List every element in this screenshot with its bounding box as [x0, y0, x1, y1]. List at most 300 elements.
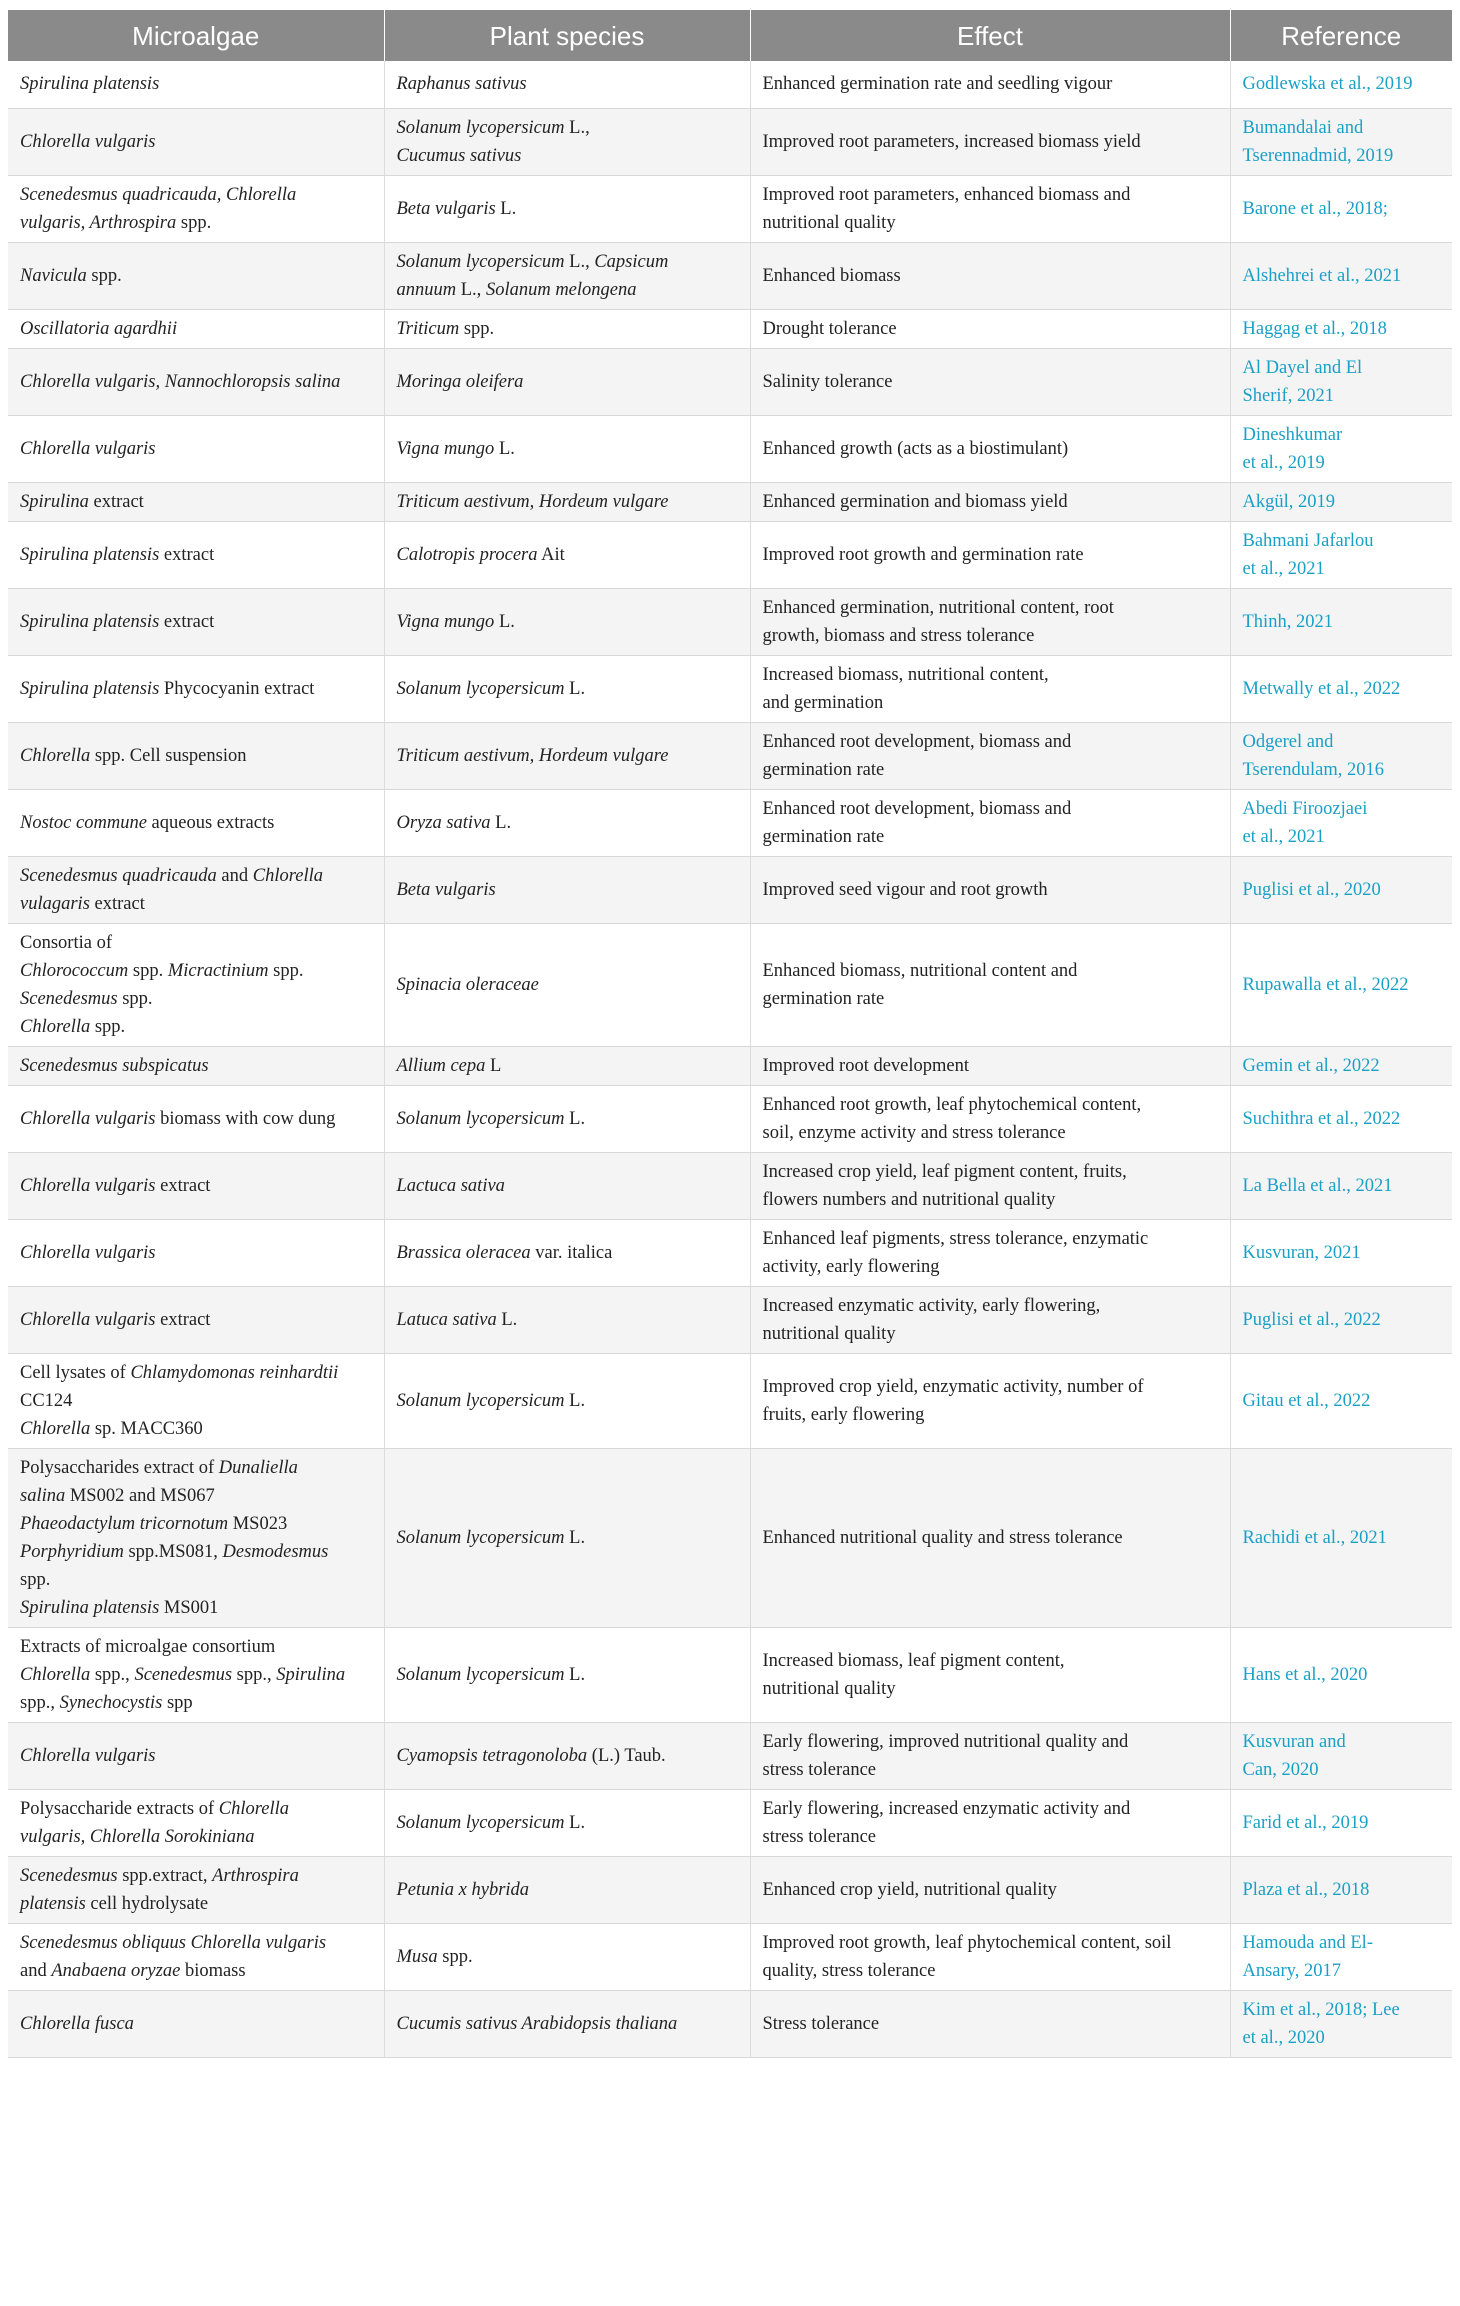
- microalgae-cell-line: [20, 1538, 372, 1566]
- plant-species-cell-line: [397, 608, 738, 636]
- plant-species-cell: [384, 722, 750, 789]
- text-segment: spp.: [86, 265, 122, 286]
- italic-text: Solanum lycopersicum: [396, 117, 565, 138]
- italic-text: Beta vulgaris: [396, 879, 496, 900]
- plant-species-cell-line: [397, 1943, 738, 1971]
- table-row: [8, 1923, 1452, 1990]
- reference-link[interactable]: [1230, 1046, 1452, 1085]
- reference-link-line[interactable]: Suchithra et al., 2022: [1242, 1108, 1401, 1129]
- italic-text: Spirulina: [276, 1664, 346, 1685]
- italic-text: Solanum lycopersicum: [396, 678, 565, 699]
- reference-link-line[interactable]: Barone et al., 2018;: [1242, 198, 1388, 219]
- microalgae-cell-line: [20, 181, 372, 209]
- italic-text: Chlorella: [20, 1418, 91, 1439]
- italic-text: Moringa oleifera: [396, 371, 524, 392]
- plant-species-cell: [384, 1856, 750, 1923]
- table-body: [8, 61, 1452, 2057]
- text-segment: spp.extract,: [117, 1865, 213, 1886]
- plant-species-cell: [384, 108, 750, 175]
- microalgae-cell: [8, 482, 384, 521]
- reference-link-line[interactable]: et al., 2019: [1242, 452, 1325, 473]
- reference-link-line[interactable]: et al., 2021: [1242, 826, 1325, 847]
- effect-cell: [750, 1152, 1230, 1219]
- effect-cell-line: quality, stress tolerance: [762, 1960, 936, 1981]
- text-segment: spp.: [268, 960, 304, 981]
- effect-cell-line: Increased crop yield, leaf pigment content, fruits,: [762, 1161, 1127, 1182]
- reference-link-line[interactable]: Puglisi et al., 2020: [1242, 879, 1381, 900]
- effect-cell-line: Salinity tolerance: [762, 371, 893, 392]
- plant-species-cell: [384, 1448, 750, 1627]
- effect-cell-line: Enhanced germination rate and seedling vigour: [762, 74, 1113, 95]
- plant-species-cell-line: [397, 1172, 738, 1200]
- effect-cell: [750, 61, 1230, 108]
- table-row: [8, 1627, 1452, 1722]
- reference-link-line[interactable]: Akgül, 2019: [1242, 491, 1335, 512]
- italic-text: vulagaris: [20, 893, 90, 914]
- reference-link-line[interactable]: Kusvuran and: [1242, 1731, 1346, 1752]
- italic-text: Porphyridium: [20, 1541, 124, 1562]
- italic-text: Spirulina platensis: [20, 678, 160, 699]
- effect-cell-line: Enhanced leaf pigments, stress tolerance, enzymatic: [762, 1228, 1149, 1249]
- reference-link-line[interactable]: Haggag et al., 2018: [1242, 318, 1387, 339]
- plant-species-cell-line: [397, 1661, 738, 1689]
- text-segment: MS001: [159, 1597, 219, 1618]
- microalgae-cell-line: [20, 128, 372, 156]
- plant-species-cell-line: [397, 114, 738, 142]
- reference-link[interactable]: [1230, 1286, 1452, 1353]
- reference-link-line[interactable]: Can, 2020: [1242, 1759, 1319, 1780]
- italic-text: Spirulina platensis: [20, 1597, 160, 1618]
- reference-link[interactable]: [1230, 61, 1452, 108]
- reference-link[interactable]: [1230, 1152, 1452, 1219]
- microalgae-cell: [8, 1856, 384, 1923]
- reference-link-line[interactable]: Bumandalai and: [1242, 117, 1364, 138]
- italic-text: Capsicum: [594, 251, 669, 272]
- text-segment: Extracts of microalgae consortium: [20, 1636, 276, 1657]
- effect-cell-line: germination rate: [762, 759, 885, 780]
- reference-link[interactable]: [1230, 655, 1452, 722]
- microalgae-cell-line: [20, 1482, 372, 1510]
- microalgae-cell: [8, 415, 384, 482]
- microalgae-cell: [8, 722, 384, 789]
- text-segment: Polysaccharides extract of: [20, 1457, 219, 1478]
- plant-species-cell: [384, 923, 750, 1046]
- effect-cell-line: Increased biomass, leaf pigment content,: [762, 1650, 1065, 1671]
- reference-link-line[interactable]: Sherif, 2021: [1242, 385, 1334, 406]
- effect-cell: [750, 108, 1230, 175]
- microalgae-cell: [8, 1353, 384, 1448]
- text-segment: L.: [564, 1390, 586, 1411]
- italic-text: vulgaris, Chlorella Sorokiniana: [20, 1826, 255, 1847]
- text-segment: Cell lysates of: [20, 1362, 131, 1383]
- text-segment: L: [485, 1055, 502, 1076]
- italic-text: Petunia x hybrida: [396, 1879, 530, 1900]
- header-reference: Reference: [1230, 10, 1452, 61]
- microalgae-cell-line: [20, 742, 372, 770]
- microalgae-cell-line: [20, 608, 372, 636]
- text-segment: (L.) Taub.: [587, 1745, 666, 1766]
- reference-link-line[interactable]: Rupawalla et al., 2022: [1242, 974, 1409, 995]
- plant-species-cell: [384, 242, 750, 309]
- microalgae-cell-line: [20, 1742, 372, 1770]
- reference-link[interactable]: [1230, 242, 1452, 309]
- effect-cell-line: Improved root parameters, increased biomass yield: [762, 131, 1141, 152]
- reference-link-line[interactable]: Godlewska et al., 2019: [1242, 74, 1413, 95]
- reference-link-line[interactable]: Gitau et al., 2022: [1242, 1390, 1371, 1411]
- microalgae-cell-line: [20, 488, 372, 516]
- header-plant-species: Plant species: [384, 10, 750, 61]
- microalgae-cell: [8, 61, 384, 108]
- reference-link-line[interactable]: Thinh, 2021: [1242, 611, 1333, 632]
- reference-link-line[interactable]: Kim et al., 2018; Lee: [1242, 1999, 1400, 2020]
- reference-link[interactable]: [1230, 415, 1452, 482]
- reference-link-line[interactable]: Hamouda and El-: [1242, 1932, 1373, 1953]
- effect-cell-line: flowers numbers and nutritional quality: [762, 1189, 1056, 1210]
- microalgae-cell-line: [20, 1387, 372, 1415]
- italic-text: Raphanus sativus: [396, 74, 527, 95]
- reference-link-line[interactable]: Abedi Firoozjaei: [1242, 798, 1368, 819]
- microalgae-cell: [8, 242, 384, 309]
- text-segment: L.: [564, 1664, 586, 1685]
- italic-text: Spinacia oleraceae: [396, 974, 539, 995]
- italic-text: Allium cepa: [396, 1055, 486, 1076]
- microalgae-cell: [8, 588, 384, 655]
- italic-text: salina: [20, 1485, 66, 1506]
- reference-link[interactable]: [1230, 588, 1452, 655]
- effect-cell-line: Early flowering, increased enzymatic activity and: [762, 1798, 1131, 1819]
- effect-cell-line: stress tolerance: [762, 1826, 877, 1847]
- reference-link[interactable]: [1230, 108, 1452, 175]
- text-segment: spp.: [20, 1569, 51, 1590]
- italic-text: Triticum aestivum, Hordeum vulgare: [396, 745, 669, 766]
- italic-text: Cucumus sativus: [396, 145, 522, 166]
- table-row: [8, 1353, 1452, 1448]
- reference-link-line[interactable]: Tserennadmid, 2019: [1242, 145, 1394, 166]
- reference-link-line[interactable]: Gemin et al., 2022: [1242, 1055, 1380, 1076]
- text-segment: L.: [495, 198, 517, 219]
- effect-cell-line: nutritional quality: [762, 1678, 896, 1699]
- effect-cell: [750, 415, 1230, 482]
- reference-link-line[interactable]: Plaza et al., 2018: [1242, 1879, 1370, 1900]
- italic-text: Chlorococcum: [20, 960, 129, 981]
- microalgae-cell: [8, 1085, 384, 1152]
- microalgae-cell-line: [20, 541, 372, 569]
- reference-link[interactable]: [1230, 1722, 1452, 1789]
- plant-species-cell: [384, 1152, 750, 1219]
- text-segment: L.,: [564, 117, 590, 138]
- reference-link[interactable]: [1230, 1990, 1452, 2057]
- text-segment: spp. Cell suspension: [90, 745, 247, 766]
- reference-link-line[interactable]: La Bella et al., 2021: [1242, 1175, 1393, 1196]
- italic-text: Scenedesmus: [20, 988, 118, 1009]
- plant-species-cell: [384, 415, 750, 482]
- table-row: [8, 61, 1452, 108]
- effect-cell: [750, 1219, 1230, 1286]
- plant-species-cell: [384, 348, 750, 415]
- reference-link-line[interactable]: Al Dayel and El: [1242, 357, 1363, 378]
- microalgae-cell-line: [20, 1689, 372, 1717]
- microalgae-cell-line: [20, 1359, 372, 1387]
- effect-cell: [750, 1353, 1230, 1448]
- italic-text: Cyamopsis tetragonoloba: [396, 1745, 588, 1766]
- text-segment: L.: [564, 1812, 586, 1833]
- text-segment: spp.: [90, 1016, 126, 1037]
- reference-link[interactable]: [1230, 309, 1452, 348]
- italic-text: Chlorella vulgaris: [20, 1309, 156, 1330]
- table-row: [8, 1046, 1452, 1085]
- table-row: [8, 1286, 1452, 1353]
- text-segment: MS023: [228, 1513, 288, 1534]
- effect-cell-line: Enhanced crop yield, nutritional quality: [762, 1879, 1057, 1900]
- microalgae-cell-line: [20, 957, 372, 985]
- reference-link[interactable]: [1230, 1856, 1452, 1923]
- text-segment: spp.,: [20, 1692, 60, 1713]
- reference-link[interactable]: [1230, 1789, 1452, 1856]
- plant-species-cell: [384, 1219, 750, 1286]
- effect-cell-line: Improved root growth and germination rate: [762, 544, 1084, 565]
- plant-species-cell-line: [397, 1876, 738, 1904]
- italic-text: Chlamydomonas reinhardtii: [130, 1362, 339, 1383]
- reference-link[interactable]: [1230, 789, 1452, 856]
- italic-text: Chlorella: [20, 1664, 91, 1685]
- plant-species-cell-line: [397, 248, 738, 276]
- header-effect: Effect: [750, 10, 1230, 61]
- effect-cell-line: Enhanced growth (acts as a biostimulant): [762, 438, 1069, 459]
- effect-cell-line: Drought tolerance: [762, 318, 897, 339]
- italic-text: Solanum lycopersicum: [396, 251, 565, 272]
- italic-text: Chlorella: [218, 1798, 290, 1819]
- italic-text: Lactuca sativa: [396, 1175, 505, 1196]
- plant-species-cell: [384, 1990, 750, 2057]
- reference-link[interactable]: [1230, 521, 1452, 588]
- microalgae-cell-line: [20, 985, 372, 1013]
- reference-link-line[interactable]: Dineshkumar: [1242, 424, 1343, 445]
- italic-text: Micractinium: [167, 960, 269, 981]
- text-segment: sp. MACC360: [90, 1418, 203, 1439]
- italic-text: Chlorella vulgaris: [20, 131, 156, 152]
- microalgae-cell-line: [20, 1239, 372, 1267]
- table-row: [8, 1856, 1452, 1923]
- text-segment: L.: [490, 812, 512, 833]
- effect-cell: [750, 1856, 1230, 1923]
- table-row: [8, 1789, 1452, 1856]
- effect-cell-line: stress tolerance: [762, 1759, 877, 1780]
- effect-cell: [750, 1990, 1230, 2057]
- italic-text: Chlorella: [252, 865, 323, 886]
- plant-species-cell-line: [397, 876, 738, 904]
- microalgae-cell-line: [20, 1795, 372, 1823]
- reference-link-line[interactable]: Ansary, 2017: [1242, 1960, 1341, 1981]
- effect-cell: [750, 348, 1230, 415]
- italic-text: Spirulina platensis: [20, 611, 160, 632]
- reference-link[interactable]: [1230, 1923, 1452, 1990]
- text-segment: biomass: [180, 1960, 246, 1981]
- italic-text: Solanum lycopersicum: [396, 1527, 565, 1548]
- text-segment: Phycocyanin extract: [159, 678, 315, 699]
- header-row: [8, 10, 1452, 61]
- microalgae-cell-line: [20, 209, 372, 237]
- effect-cell: [750, 789, 1230, 856]
- table-row: [8, 348, 1452, 415]
- plant-species-cell: [384, 1722, 750, 1789]
- plant-species-cell-line: [397, 742, 738, 770]
- italic-text: annuum: [396, 279, 457, 300]
- reference-link[interactable]: [1230, 1085, 1452, 1152]
- effect-cell: [750, 1923, 1230, 1990]
- microalgae-cell-line: [20, 862, 372, 890]
- effect-cell-line: fruits, early flowering: [762, 1404, 925, 1425]
- italic-text: Scenedesmus: [134, 1664, 233, 1685]
- effect-cell: [750, 588, 1230, 655]
- effect-cell-line: Enhanced root growth, leaf phytochemical content,: [762, 1094, 1142, 1115]
- microalgae-cell: [8, 1046, 384, 1085]
- reference-link[interactable]: [1230, 1219, 1452, 1286]
- italic-text: Scenedesmus quadricauda: [20, 865, 217, 886]
- plant-species-cell: [384, 1789, 750, 1856]
- reference-link-line[interactable]: et al., 2021: [1242, 558, 1325, 579]
- microalgae-cell-line: [20, 1594, 372, 1622]
- table-row: [8, 1085, 1452, 1152]
- italic-text: Scenedesmus subspicatus: [20, 1055, 209, 1076]
- italic-text: Chlorella: [20, 745, 91, 766]
- effect-cell-line: Enhanced germination and biomass yield: [762, 491, 1068, 512]
- microalgae-cell: [8, 923, 384, 1046]
- effect-cell-line: Improved root development: [762, 1055, 970, 1076]
- reference-link-line[interactable]: Rachidi et al., 2021: [1242, 1527, 1387, 1548]
- microalgae-cell: [8, 789, 384, 856]
- plant-species-cell-line: [397, 1105, 738, 1133]
- effect-cell: [750, 1046, 1230, 1085]
- reference-link[interactable]: [1230, 348, 1452, 415]
- plant-species-cell-line: [397, 1239, 738, 1267]
- italic-text: Chlorella vulgaris: [20, 1242, 156, 1263]
- text-segment: biomass with cow dung: [155, 1108, 336, 1129]
- reference-link[interactable]: [1230, 175, 1452, 242]
- text-segment: var. italica: [530, 1242, 613, 1263]
- microalgae-cell-line: [20, 1566, 372, 1594]
- table-row: [8, 789, 1452, 856]
- plant-species-cell: [384, 1923, 750, 1990]
- microalgae-cell-line: [20, 1052, 372, 1080]
- microalgae-cell-line: [20, 70, 372, 98]
- microalgae-cell-line: [20, 1306, 372, 1334]
- microalgae-cell-line: [20, 1890, 372, 1918]
- reference-link-line[interactable]: Tserendulam, 2016: [1242, 759, 1385, 780]
- text-segment: spp.MS081,: [123, 1541, 223, 1562]
- microalgae-cell-line: [20, 1172, 372, 1200]
- reference-link-line[interactable]: Hans et al., 2020: [1242, 1664, 1368, 1685]
- reference-link[interactable]: [1230, 856, 1452, 923]
- italic-text: Triticum: [396, 318, 460, 339]
- reference-link-line[interactable]: Bahmani Jafarlou: [1242, 530, 1374, 551]
- microalgae-cell: [8, 856, 384, 923]
- reference-link-line[interactable]: Farid et al., 2019: [1242, 1812, 1369, 1833]
- italic-text: Chlorella vulgaris, Nannochloropsis salina: [20, 371, 341, 392]
- italic-text: Chlorella vulgaris: [20, 438, 156, 459]
- plant-species-cell-line: [397, 435, 738, 463]
- effect-cell-line: Improved seed vigour and root growth: [762, 879, 1048, 900]
- text-segment: extract: [155, 1309, 211, 1330]
- plant-species-cell: [384, 655, 750, 722]
- plant-species-cell-line: [397, 971, 738, 999]
- italic-text: Synechocystis: [59, 1692, 163, 1713]
- reference-link[interactable]: [1230, 923, 1452, 1046]
- plant-species-cell-line: [397, 142, 738, 170]
- microalgae-cell: [8, 309, 384, 348]
- italic-text: Scenedesmus quadricauda, Chlorella: [20, 184, 297, 205]
- plant-species-cell-line: [397, 809, 738, 837]
- italic-text: Arthrospira: [212, 1865, 299, 1886]
- text-segment: L.: [494, 611, 515, 632]
- effect-cell: [750, 1448, 1230, 1627]
- effect-cell-line: Increased enzymatic activity, early flowering,: [762, 1295, 1101, 1316]
- plant-species-cell-line: [397, 368, 738, 396]
- reference-link-line[interactable]: Metwally et al., 2022: [1242, 678, 1401, 699]
- effect-cell: [750, 482, 1230, 521]
- text-segment: spp.: [128, 960, 168, 981]
- text-segment: spp: [162, 1692, 193, 1713]
- plant-species-cell: [384, 482, 750, 521]
- italic-text: Solanum lycopersicum: [396, 1108, 565, 1129]
- microalgae-cell: [8, 1219, 384, 1286]
- effect-cell-line: Enhanced biomass, nutritional content and: [762, 960, 1078, 981]
- reference-link-line[interactable]: Kusvuran, 2021: [1242, 1242, 1361, 1263]
- italic-text: Solanum lycopersicum: [396, 1664, 565, 1685]
- text-segment: cell hydrolysate: [85, 1893, 209, 1914]
- text-segment: extract: [89, 893, 145, 914]
- reference-link[interactable]: [1230, 1353, 1452, 1448]
- italic-text: Desmodesmus: [222, 1541, 329, 1562]
- microalgae-cell-line: [20, 675, 372, 703]
- plant-species-cell: [384, 175, 750, 242]
- table-row: [8, 722, 1452, 789]
- reference-link[interactable]: [1230, 1448, 1452, 1627]
- microalgae-cell: [8, 1923, 384, 1990]
- italic-text: platensis: [20, 1893, 86, 1914]
- reference-link-line[interactable]: Odgerel and: [1242, 731, 1334, 752]
- effect-cell: [750, 856, 1230, 923]
- table-row: [8, 482, 1452, 521]
- reference-link-line[interactable]: Puglisi et al., 2022: [1242, 1309, 1381, 1330]
- italic-text: Musa: [396, 1946, 438, 1967]
- text-segment: extract: [88, 491, 144, 512]
- italic-text: Navicula: [20, 265, 87, 286]
- table-row: [8, 1990, 1452, 2057]
- microalgae-cell-line: [20, 1661, 372, 1689]
- table-row: [8, 655, 1452, 722]
- reference-link-line[interactable]: Alshehrei et al., 2021: [1242, 265, 1402, 286]
- reference-link[interactable]: [1230, 482, 1452, 521]
- effect-cell-line: Increased biomass, nutritional content,: [762, 664, 1049, 685]
- microalgae-cell-line: [20, 890, 372, 918]
- italic-text: Spirulina platensis: [20, 544, 160, 565]
- text-segment: extract: [155, 1175, 211, 1196]
- reference-link[interactable]: [1230, 1627, 1452, 1722]
- italic-text: Scenedesmus: [20, 1865, 118, 1886]
- italic-text: Anabaena oryzae: [51, 1960, 181, 1981]
- reference-link[interactable]: [1230, 722, 1452, 789]
- plant-species-cell-line: [397, 1742, 738, 1770]
- text-segment: L.: [564, 1108, 586, 1129]
- table-row: [8, 309, 1452, 348]
- effect-cell-line: growth, biomass and stress tolerance: [762, 625, 1035, 646]
- text-segment: spp.: [117, 988, 153, 1009]
- table-row: [8, 1219, 1452, 1286]
- reference-link-line[interactable]: et al., 2020: [1242, 2027, 1325, 2048]
- microalgae-cell-line: [20, 435, 372, 463]
- effect-cell-line: and germination: [762, 692, 884, 713]
- microalgae-cell-line: [20, 1957, 372, 1985]
